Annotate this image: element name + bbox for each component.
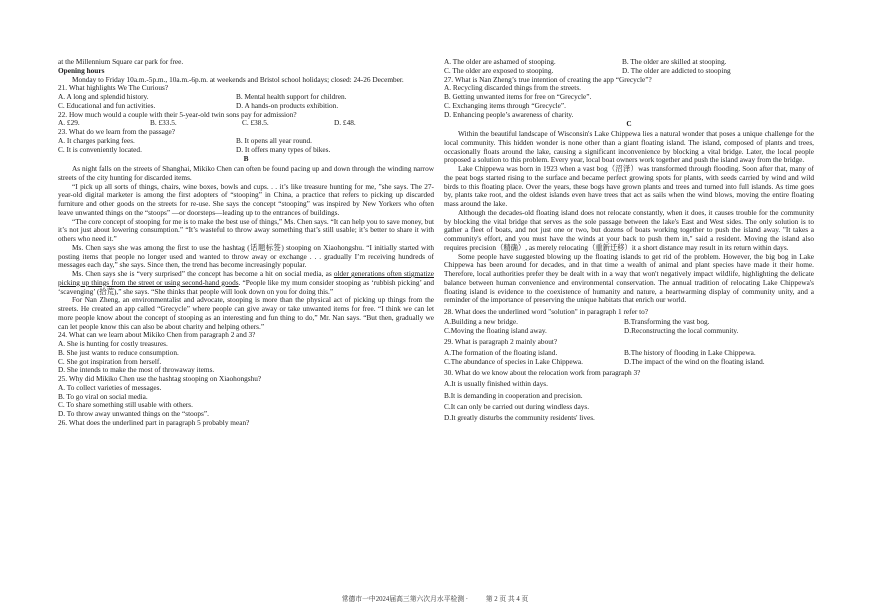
q28-options: [444, 318, 814, 336]
q24-option-a: A. She is hunting for costly treasures.: [58, 339, 168, 348]
underlined-part: older generations often stigmatize picking up things from the street or using second-hand goods: [58, 269, 434, 287]
question-30: 30. What do we know about the relocation work from paragraph 3?: [444, 368, 641, 377]
q28-option-c: C.Moving the floating island away.: [444, 326, 547, 335]
passage-b-paragraph-2: “I pick up all sorts of things, chairs, wine boxes, bowls and cups. . . it’s like treasure hunting for me, ”she says. The 27-year-old digital marketer is among the first adopters of “stooping” in China, a practice that refers to picking up discarded furniture and other goods on the streets for re-use. She says the concept “stooping” was inspired by New Yorkers who often leave unwanted things on the “stoops” —or doorsteps—leading up to the entrances of buildings.: [58, 181, 434, 217]
q30-option-a: A.It is usually finished within days.: [444, 379, 548, 389]
q29-option-d: D.The impact of the wind on the floating island.: [624, 356, 765, 366]
q28-option-d: D.Reconstructing the local community.: [624, 326, 739, 335]
section-c-heading: C: [626, 119, 632, 129]
question-26: 26. What does the underlined part in paragraph 5 probably mean?: [58, 417, 250, 427]
question-23: 23. What do we learn from the passage?: [58, 127, 175, 136]
q27-option-b: B. Getting unwanted items for free on “Grecycle”.: [444, 92, 592, 101]
q29-option-c: C.The abundance of species in Lake Chippewa.: [444, 356, 583, 366]
q24-option-c: C. She got inspiration from herself.: [58, 356, 162, 366]
q25-option-c: C. To share something still usable with others.: [58, 400, 193, 410]
q22-option-c: C. £38.5.: [242, 118, 269, 128]
passage-b-paragraph-3: “The core concept of stooping for me is to make the best use of things,” Ms. Chen says. “It can help you to save money, but it’s not just about lowering consumption.” “It’s wasteful to throw away something that’s still usable; it’s better to share it with others who need it.”: [58, 216, 434, 243]
q28-option-b: B.Transforming the vast bog.: [624, 317, 710, 327]
q24-option-b: B. She just wants to reduce consumption.: [58, 347, 179, 357]
q26-options: [444, 58, 814, 76]
paragraph-5-start: Ms. Chen says she is “very surprised” the concept has become a hit on social media, as: [72, 269, 334, 278]
passage-b-paragraph-4: Ms. Chen says she was among the first to use the hashtag (话题标签) stooping on Xiaohongshu. “I initially started with posting items that people no longer used and wanted to throw away or exchange . . . gradually I’m receiving hundreds of messages each day,” she says. Since then, the trend has become increasingly popular.: [58, 242, 434, 270]
q25-option-a: A. To collect varieties of messages.: [58, 382, 162, 392]
q29-option-b: B.The history of flooding in Lake Chippewa.: [624, 348, 756, 357]
q23-options: [58, 137, 434, 155]
passage-b-paragraph-1: As night falls on the streets of Shanghai, Mikiko Chen can often be found pacing up and down through the winding narrow streets of the city hunting for discarded items.: [58, 164, 434, 182]
passage-b-paragraph-5: [58, 270, 434, 296]
question-28: 28. What does the underlined word "solution" in paragraph 1 refer to?: [444, 306, 648, 316]
q30-option-d: D.It greatly disturbs the community residents' lives.: [444, 413, 595, 422]
q30-option-b: B.It is demanding in cooperation and precision.: [444, 390, 583, 400]
q24-option-d: D. She intends to make the most of throwaway items.: [58, 365, 215, 375]
q22-option-d: D. £48.: [334, 118, 356, 128]
q25-option-b: B. To go viral on social media.: [58, 391, 148, 401]
exam-title: 常德市一中2024届高三第六次月水平检测 ·: [341, 596, 469, 603]
q21-option-d: D. A hands-on products exhibition.: [236, 100, 339, 110]
q23-option-d: D. It offers many types of bikes.: [236, 144, 331, 154]
q28-option-a: A.Building a new bridge.: [444, 317, 518, 327]
passage-c-paragraph-2: Lake Chippewa was born in 1923 when a vast bog（沼泽）was transformed through flooding. Soon after that, many of the peat bogs started rising to the surface and became perfect growing spots for plants, with seeds carried by wind and wild birds to this floating place. Over the years, these bogs have grown plants and trees and turned into full islands. As time goes by, plants take root, and the oldest islands even have trees that act as sails when the wind blows, moving the entire floating mass around the lake.: [444, 164, 814, 208]
q23-option-a: A. It charges parking fees.: [58, 135, 135, 145]
opening-hours-heading: Opening hours: [58, 65, 105, 75]
q21-options: [58, 93, 434, 111]
q27-option-c: C. Exchanging items through “Grecycle”.: [444, 100, 566, 110]
q23-option-c: C. It is conveniently located.: [58, 144, 142, 154]
passage-c-paragraph-3: Although the decades-old floating island does not relocate constantly, when it does, it causes trouble for the community by blocking the vital bridge that serves as the sole passage between the lake's East and West sides. The only solution is to gather a fleet of boats, and not just one or two, but dozens of boats working together to push the island away. "It takes a community's effort, and you must have the winds at your back to push them in," said a resident. Moving the island also requires precision（精确）, as merely relocating（重新迁移）it a short distance may result in its return within days.: [444, 207, 814, 252]
left-p0: at the Millennium Square car park for free.: [58, 57, 184, 66]
q25-option-d: D. To throw away unwanted things on the “stoops”.: [58, 409, 209, 418]
page-number: 第 2 页 共 4 页: [485, 596, 529, 603]
question-29: 29. What is paragraph 2 mainly about?: [444, 337, 558, 347]
q21-option-a: A. A long and splendid history.: [58, 92, 149, 101]
opening-hours-text: Monday to Friday 10a.m.-5p.m., 10a.m.-6p.m. at weekends and Bristol school holidays; closed: 24-26 December.: [72, 74, 404, 84]
question-22: 22. How much would a couple with their 5-year-old twin sons pay for admission?: [58, 109, 297, 119]
q22-option-a: A. £29.: [58, 118, 80, 128]
q29-options: [444, 349, 814, 367]
q21-option-b: B. Mental health support for children.: [236, 92, 347, 101]
q22-option-b: B. £33.5.: [150, 118, 177, 128]
page-footer: [0, 593, 870, 603]
q26-option-c: C. The older are exposed to stooping.: [444, 65, 554, 75]
paragraph-5-end: . “People like my mum consider stooping as ‘rubbish picking’ and ‘scavenging’ (拾荒),” she says. “She thinks that people will look down on you for doing this.”: [58, 277, 434, 296]
right-column: [444, 58, 814, 423]
q26-option-a: A. The older are ashamed of stooping.: [444, 57, 556, 66]
question-24: 24. What can we learn about Mikiko Chen from paragraph 2 and 3?: [58, 330, 256, 340]
passage-c-paragraph-4: Some people have suggested blowing up the floating islands to get rid of the problem. However, the big bog in Lake Chippewa has been around for decades, and in that time a wealth of animal and plant species have made it their home. Therefore, local authorities prefer they be dealt with in a way that won't negatively impact wildlife, highlighting the delicate balance between human convenience and environmental conservation. The annual tradition of relocating Lake Chippewa's floating island is evidence to the coexistence of humanity and nature, a heartwarming display of community unity, and a reminder of the importance of preserving the unique habitats that enrich our world.: [444, 251, 814, 305]
q27-option-d: D. Enhancing people’s awareness of charity.: [444, 109, 574, 119]
q26-option-b: B. The older are skilled at stooping.: [622, 57, 727, 66]
section-b-heading: B: [243, 154, 249, 164]
question-27: 27. What is Nan Zheng’s true intention of creating the app “Grecycle”?: [444, 74, 652, 84]
q23-option-b: B. It opens all year round.: [236, 135, 312, 145]
left-column: [58, 58, 434, 428]
question-21: 21. What highlights We The Curious?: [58, 83, 169, 93]
q27-option-a: A. Recycling discarded things from the streets.: [444, 83, 581, 93]
question-25: 25. Why did Mikiko Chen use the hashtag stooping on Xiaohongshu?: [58, 374, 262, 383]
q21-option-c: C. Educational and fun activities.: [58, 100, 156, 110]
q29-option-a: A.The formation of the floating island.: [444, 348, 558, 357]
passage-c-paragraph-1: Within the beautiful landscape of Wisconsin's Lake Chippewa lies a natural wonder that poses a unique challenge for the local community. This hidden wonder is none other than a giant floating island. The island, composed of plants and trees, occasionally floats around the lake, causing a significant inconvenience by blocking a vital bridge. Later, the local people proposed a solution to this problem. Every year, local boat owners work together and push the island away from the bridge.: [444, 129, 814, 165]
q26-option-d: D. The older are addicted to stooping: [622, 65, 731, 75]
passage-b-paragraph-6: For Nan Zheng, an environmentalist and advocate, stooping is more than the physical act of picking up things from the streets. He created an app called “Grecycle” where people can give away or take unwanted items for free. “I think we can let more people know about the concept of stooping as an interesting and fun thing to do,” Mr. Nan says. “But then, gradually we can let people know this can also be about charity and helping others.”: [58, 295, 434, 331]
q30-option-c: C.It can only be carried out during windless days.: [444, 401, 590, 411]
